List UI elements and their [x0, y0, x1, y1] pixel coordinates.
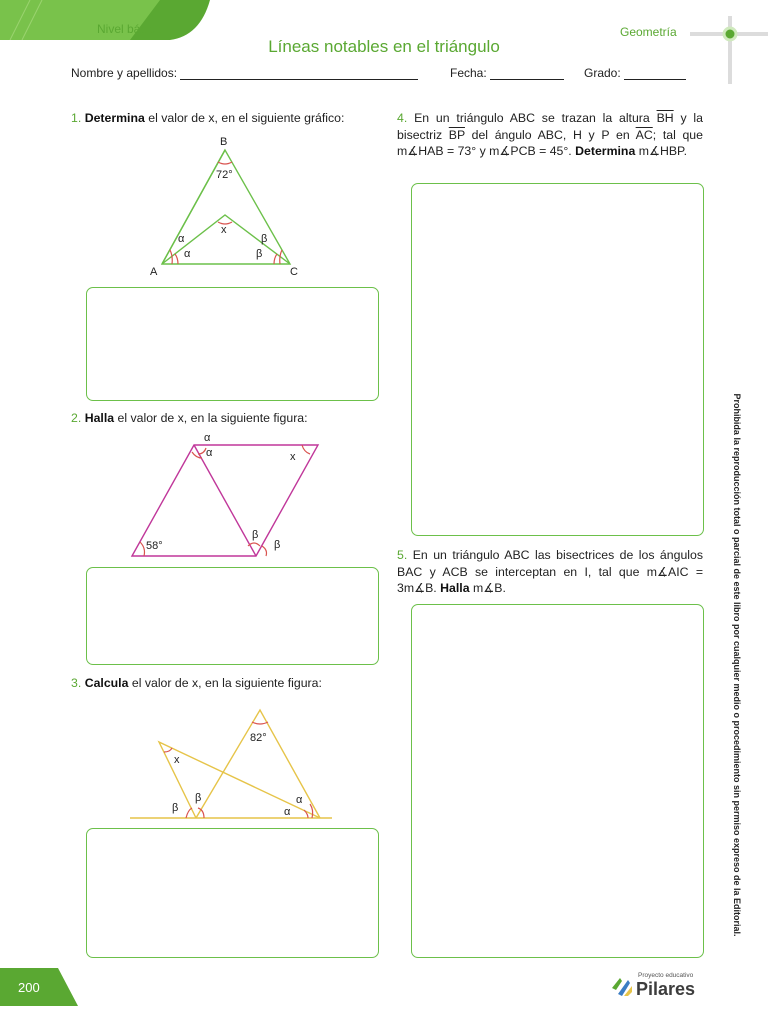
- answer-box-3[interactable]: [86, 828, 379, 958]
- q1-beta-2: β: [256, 248, 263, 260]
- question-1-figure: [140, 130, 320, 280]
- q2-alpha-1: α: [204, 432, 211, 444]
- q1-angle-B: 72°: [216, 169, 233, 181]
- grade-label: Grado:: [584, 66, 621, 80]
- q3-angle-label: 82°: [250, 732, 267, 744]
- q3-alpha-1: α: [284, 806, 291, 818]
- q3-beta-2: β: [195, 792, 202, 804]
- q1-alpha-2: α: [184, 248, 191, 260]
- q2-x-label: x: [290, 451, 296, 463]
- page-number: 200: [18, 980, 40, 995]
- q2-beta-1: β: [252, 529, 259, 541]
- q2-alpha-2: α: [206, 447, 213, 459]
- question-4-text: 4. En un triángulo ABC se trazan la altura $\overline{BH}$ y la bisectriz $\overline{BP}$ del ángulo ABC, H y P en $\overline{AC}$; tal que m∡HAB = 73° y m∡PCB = 45°. Determina m∡HBP.: [397, 111, 703, 158]
- subject-label: Geometría: [620, 25, 677, 39]
- grade-line[interactable]: [624, 67, 686, 80]
- pilares-logo-icon: [610, 974, 634, 998]
- q3-beta-1: β: [172, 802, 179, 814]
- logo-big-text: Pilares: [636, 979, 696, 999]
- name-label: Nombre y apellidos:: [71, 66, 178, 80]
- q1-alpha-1: α: [178, 233, 185, 245]
- q3-alpha-2: α: [296, 794, 303, 806]
- q1-x-label: x: [221, 224, 227, 236]
- q3-x-label: x: [174, 754, 180, 766]
- q1-vertex-C: C: [290, 266, 298, 278]
- page-title: Líneas notables en el triángulo: [268, 37, 500, 56]
- q1-vertex-B: B: [220, 136, 228, 148]
- q2-beta-2: β: [274, 539, 281, 551]
- answer-box-5[interactable]: [411, 604, 704, 958]
- name-field[interactable]: [71, 66, 418, 80]
- name-line[interactable]: [180, 67, 418, 80]
- pilares-logo: [608, 970, 708, 1002]
- question-2-text: 2. Halla el valor de x, en la siguiente figura:: [71, 411, 308, 425]
- answer-box-1[interactable]: [86, 287, 379, 401]
- level-label: Nivel básico: [97, 22, 162, 36]
- grade-field[interactable]: [584, 66, 686, 80]
- q1-vertex-A: A: [150, 266, 158, 278]
- q1-beta-1: β: [261, 233, 268, 245]
- date-field[interactable]: [450, 66, 564, 80]
- question-3-figure: [126, 700, 336, 825]
- date-line[interactable]: [490, 67, 564, 80]
- page-number-tab: [0, 968, 80, 1006]
- copyright-side-note: Prohibida la reproducción total o parcial de este libro por cualquier medio o procedimiento sin permiso expreso de la Editorial.: [732, 393, 742, 937]
- answer-box-2[interactable]: [86, 567, 379, 665]
- question-3-text: 3. Calcula el valor de x, en la siguiente figura:: [71, 676, 322, 690]
- q2-angle-label: 58°: [146, 540, 163, 552]
- question-5-text: 5. En un triángulo ABC las bisectrices de los ángulos BAC y ACB se interceptan en I, tal que m∡AIC = 3m∡B. Halla m∡B.: [397, 548, 704, 595]
- answer-box-4[interactable]: [411, 183, 704, 536]
- logo-small-text: Proyecto educativo: [638, 972, 694, 979]
- question-2-figure: [126, 428, 326, 563]
- date-label: Fecha:: [450, 66, 487, 80]
- question-1-text: 1. Determina el valor de x, en el siguiente gráfico:: [71, 111, 345, 125]
